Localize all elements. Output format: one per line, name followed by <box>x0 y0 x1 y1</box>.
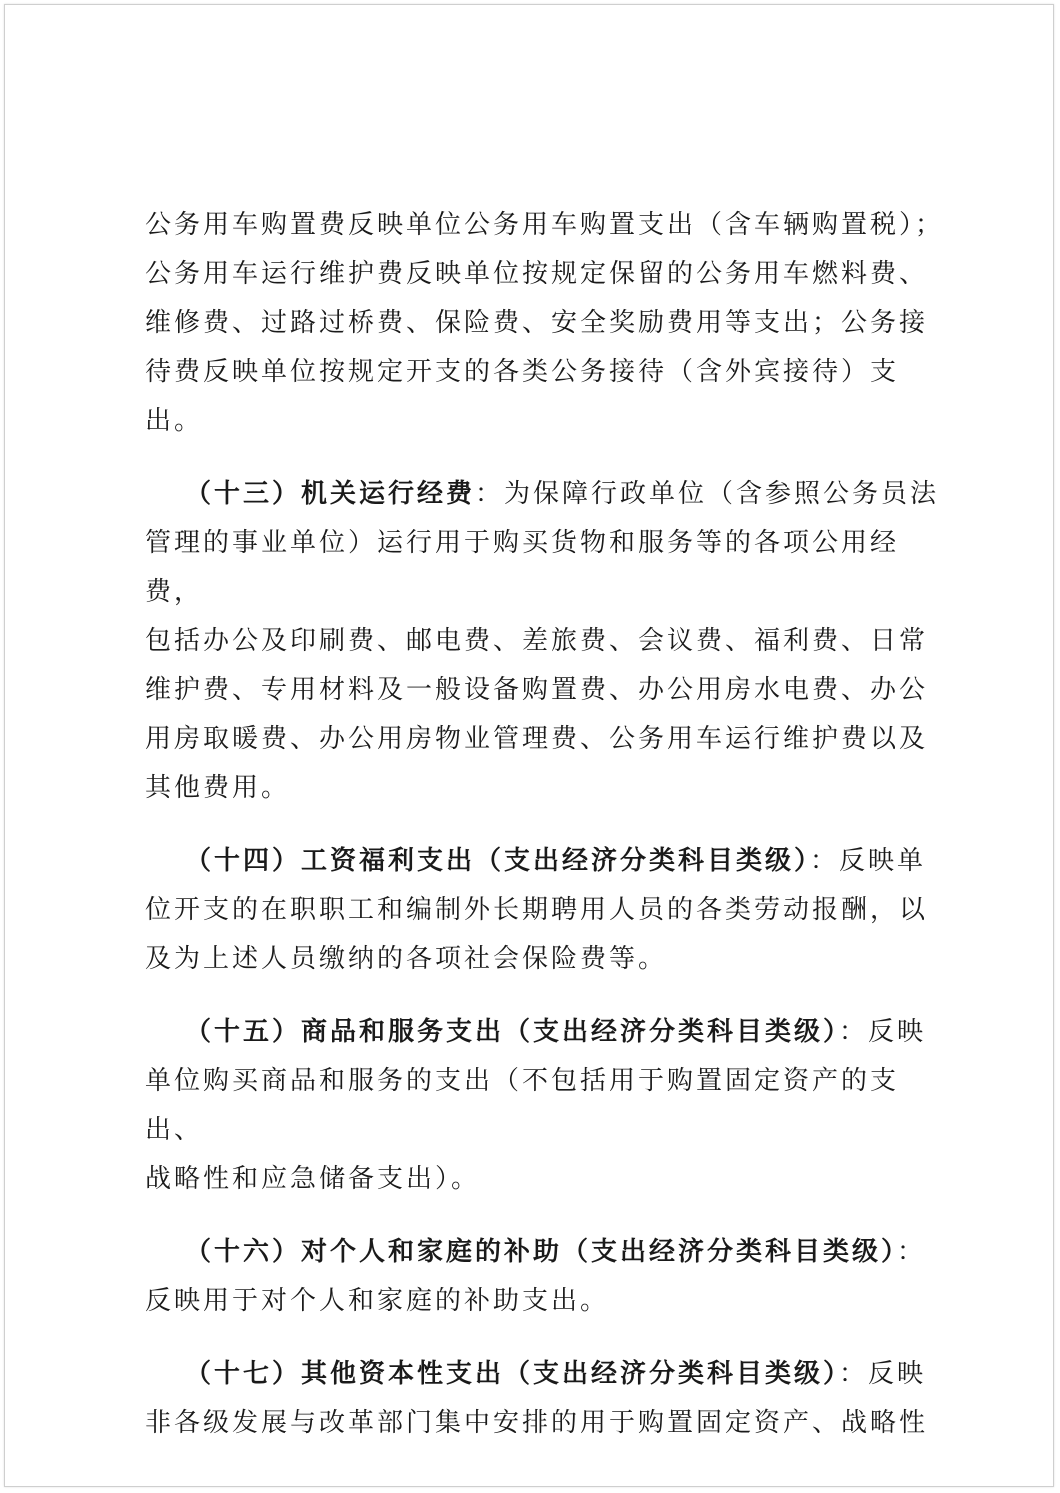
paragraph-wages-welfare <box>145 837 945 984</box>
text-line: 单位购买商品和服务的支出（不包括用于购置固定资产的支出、 <box>145 1066 900 1145</box>
text-line: 其他费用。 <box>145 773 291 803</box>
text-line: 维护费、专用材料及一般设备购置费、办公用房水电费、办公 <box>145 675 929 705</box>
text-line: ：反映单 <box>810 846 927 876</box>
paragraph-goods-services <box>145 1008 945 1204</box>
paragraph-heading: （十七）其他资本性支出（支出经济分类科目类级） <box>185 1359 840 1389</box>
document-body <box>145 201 945 1448</box>
text-line: ：为保障行政单位（含参照公务员法 <box>475 479 940 509</box>
paragraph-other-capital-expenditure <box>145 1350 945 1448</box>
text-line: 公务用车购置费反映单位公务用车购置支出（含车辆购置税）； <box>145 210 945 240</box>
document-page <box>4 4 1054 1487</box>
text-line: 反映用于对个人和家庭的补助支出。 <box>145 1286 610 1316</box>
paragraph-heading: （十五）商品和服务支出（支出经济分类科目类级） <box>185 1017 840 1047</box>
text-line: 用房取暖费、办公用房物业管理费、公务用车运行维护费以及 <box>145 724 929 754</box>
text-line: 待费反映单位按规定开支的各类公务接待（含外宾接待）支出。 <box>145 357 900 436</box>
paragraph-individual-family-subsidy <box>145 1228 945 1326</box>
text-line: 管理的事业单位）运行用于购买货物和服务等的各项公用经费， <box>145 528 900 607</box>
text-line: 公务用车运行维护费反映单位按规定保留的公务用车燃料费、 <box>145 259 929 289</box>
text-line: 位开支的在职职工和编制外长期聘用人员的各类劳动报酬，以 <box>145 895 929 925</box>
text-line: ：反映 <box>839 1359 927 1389</box>
paragraph-vehicle-expenses <box>145 201 945 446</box>
paragraph-heading: （十四）工资福利支出（支出经济分类科目类级） <box>185 846 811 876</box>
text-line: ： <box>897 1237 927 1267</box>
text-line: 战略性和应急储备支出）。 <box>145 1164 481 1194</box>
text-line: ：反映 <box>839 1017 927 1047</box>
text-line: 维修费、过路过桥费、保险费、安全奖励费用等支出；公务接 <box>145 308 929 338</box>
text-line: 非各级发展与改革部门集中安排的用于购置固定资产、战略性 <box>145 1408 929 1438</box>
text-line: 及为上述人员缴纳的各项社会保险费等。 <box>145 944 668 974</box>
text-line: 包括办公及印刷费、邮电费、差旅费、会议费、福利费、日常 <box>145 626 929 656</box>
paragraph-heading: （十六）对个人和家庭的补助（支出经济分类科目类级） <box>185 1237 898 1267</box>
paragraph-organ-operating-funds <box>145 470 945 813</box>
paragraph-heading: （十三）机关运行经费 <box>185 479 476 509</box>
